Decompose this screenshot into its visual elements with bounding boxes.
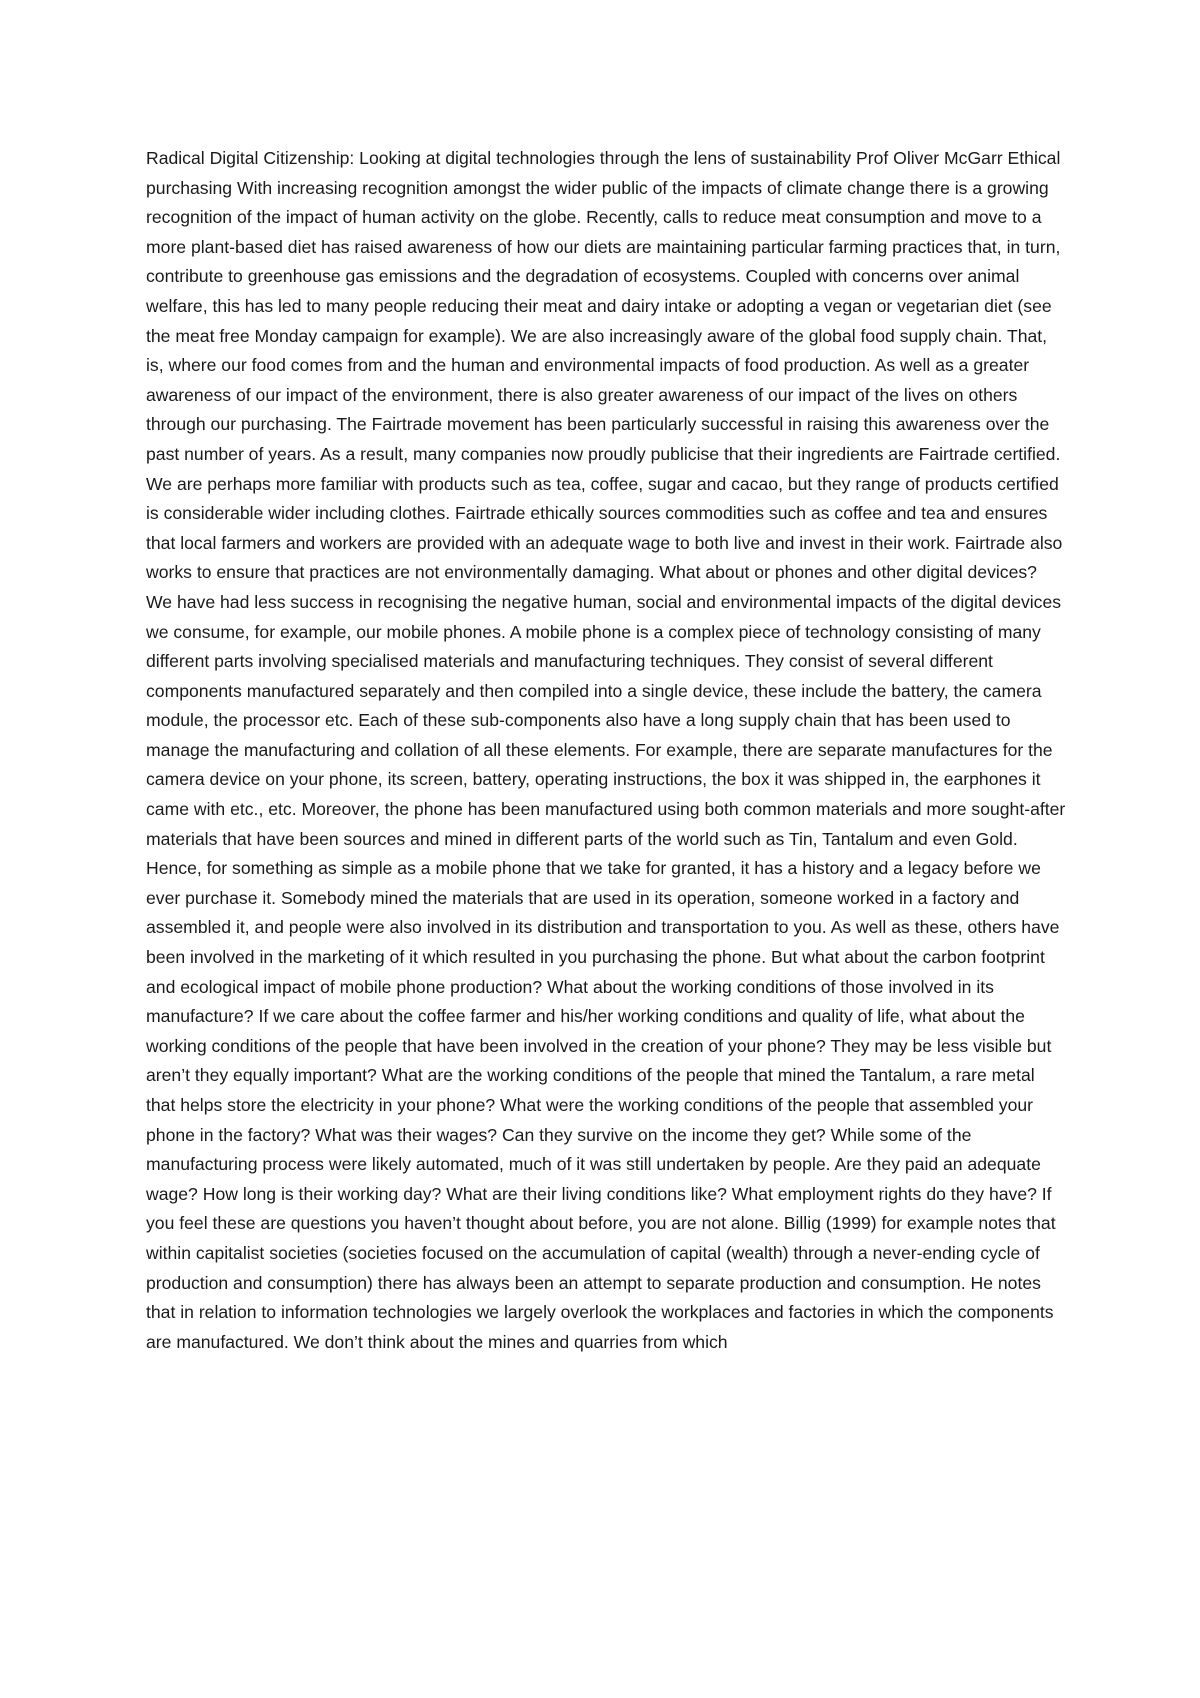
body-text: Radical Digital Citizenship: Looking at digital technologies through the lens of sustainability Prof Oliver McGarr Ethical purchasing With increasing recognition amongst the wider public of the impacts of climate change there is a growing recognition of the impact of human activity on the globe. Recently, calls to reduce meat consumption and move to a more plant-based diet has raised awareness of how our diets are maintaining particular farming practices that, in turn, contribute to greenhouse gas emissions and the degradation of ecosystems. Coupled with concerns over animal welfare, this has led to many people reducing their meat and dairy intake or adopting a vegan or vegetarian diet (see the meat free Monday campaign for example). We are also increasingly aware of the global food supply chain. That, is, where our food comes from and the human and environmental impacts of food production. As well as a greater awareness of our impact of the environment, there is also greater awareness of our impact of the lives on others through our purchasing. The Fairtrade movement has been particularly successful in raising this awareness over the past number of years. As a result, many companies now proudly publicise that their ingredients are Fairtrade certified. We are perhaps more familiar with products such as tea, coffee, sugar and cacao, but they range of products certified is considerable wider including clothes. Fairtrade ethically sources commodities such as coffee and tea and ensures that local farmers and workers are provided with an adequate wage to both live and invest in their work. Fairtrade also works to ensure that practices are not environmentally damaging. What about or phones and other digital devices? We have had less success in recognising the negative human, social and environmental impacts of the digital devices we consume, for example, our mobile phones. A mobile phone is a complex piece of technology consisting of many different parts involving specialised materials and manufacturing techniques. They consist of several different components manufactured separately and then compiled into a single device, these include the battery, the camera module, the processor etc. Each of these sub-components also have a long supply chain that has been used to manage the manufacturing and collation of all these elements. For example, there are separate manufactures for the camera device on your phone, its screen, battery, operating instructions, the box it was shipped in, the earphones it came with etc., etc. Moreover, the phone has been manufactured using both common materials and more sought-after materials that have been sources and mined in different parts of the world such as Tin, Tantalum and even Gold. Hence, for something as simple as a mobile phone that we take for granted, it has a history and a legacy before we ever purchase it. Somebody mined the materials that are used in its operation, someone worked in a factory and assembled it, and people were also involved in its distribution and transportation to you. As well as these, others have been involved in the marketing of it which resulted in you purchasing the phone. But what about the carbon footprint and ecological impact of mobile phone production? What about the working conditions of those involved in its manufacture? If we care about the coffee farmer and his/her working conditions and quality of life, what about the working conditions of the people that have been involved in the creation of your phone? They may be less visible but aren’t they equally important? What are the working conditions of the people that mined the Tantalum, a rare metal that helps store the electricity in your phone? What were the working conditions of the people that assembled your phone in the factory? What was their wages? Can they survive on the income they get? While some of the manufacturing process were likely automated, much of it was still undertaken by people. Are they paid an adequate wage? How long is their working day? What are their living conditions like? What employment rights do they have? If you feel these are questions you haven’t thought about before, you are not alone. Billig (1999) for example notes that within capitalist societies (societies focused on the accumulation of capital (wealth) through a never-ending cycle of production and consumption) there has always been an attempt to separate production and consumption. He notes that in relation to information technologies we largely overlook the workplaces and factories in which the components are manufactured. We don’t think about the mines and quarries from which: [146, 148, 1066, 1352]
